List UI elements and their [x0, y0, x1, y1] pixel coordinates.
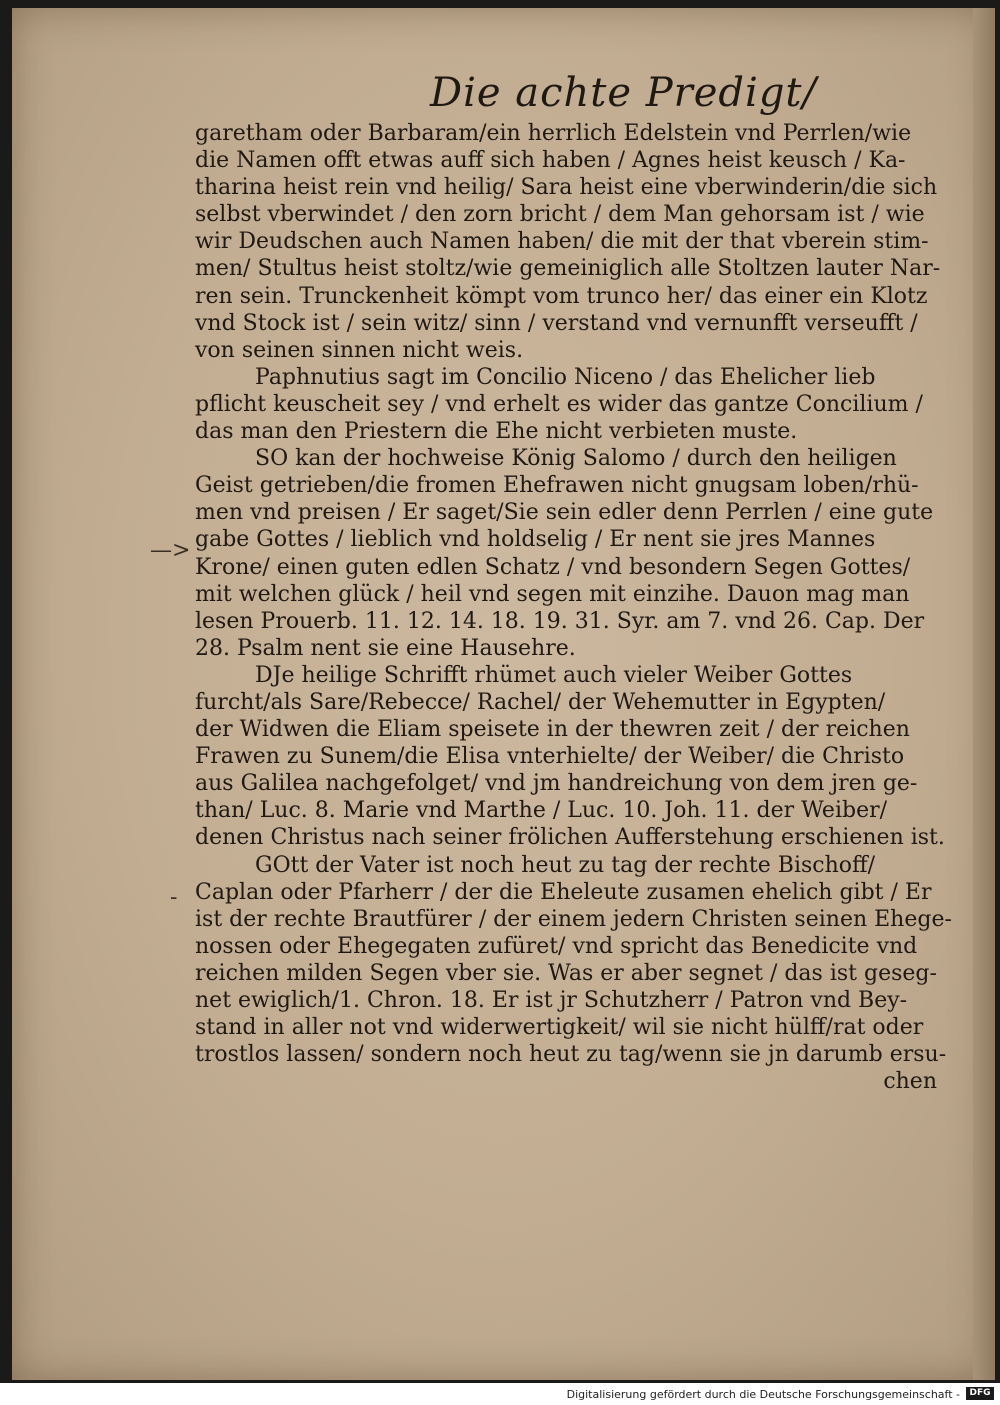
- text-line: aus Galilea nachgefolget/ vnd jm handreichung von dem jren ge-: [195, 771, 918, 797]
- catchword: chen: [883, 1069, 937, 1095]
- text-line: Krone/ einen guten edlen Schatz / vnd besondern Segen Gottes/: [195, 554, 911, 580]
- text-line: SO kan der hochweise König Salomo / durch den heiligen: [255, 446, 897, 472]
- text-line: ist der rechte Brautfürer / der einem jedern Christen seinen Ehege-: [195, 906, 952, 932]
- footer-credit: Digitalisierung gefördert durch die Deutsche Forschungsgemeinschaft -: [566, 1388, 960, 1401]
- text-line: net ewiglich/1. Chron. 18. Er ist jr Schutzherr / Patron vnd Bey-: [195, 988, 908, 1013]
- text-line: die Namen offt etwas auff sich haben / Agnes heist keusch / Ka-: [195, 148, 906, 174]
- paragraph: [195, 445, 955, 662]
- text-line: men vnd preisen / Er saget/Sie sein edler denn Perrlen / eine gute: [195, 500, 934, 526]
- page-edge: [973, 8, 995, 1380]
- text-line: selbst vberwindet / den zorn bricht / dem Man gehorsam ist / wie: [195, 202, 925, 228]
- text-line: furcht/als Sare/Rebecce/ Rachel/ der Wehemutter in Egypten/: [195, 689, 886, 715]
- text-line: von seinen sinnen nicht weis.: [195, 337, 524, 363]
- text-line: than/ Luc. 8. Marie vnd Marthe / Luc. 10. Joh. 11. der Weiber/: [195, 798, 888, 824]
- paragraph: [195, 120, 955, 364]
- dfg-logo: DFG: [966, 1387, 994, 1400]
- text-line: tharina heist rein vnd heilig/ Sara heist eine vberwinderin/die sich: [195, 175, 938, 201]
- text-line: vnd Stock ist / sein witz/ sinn / verstand vnd vernunfft verseufft /: [195, 310, 918, 336]
- text-line: trostlos lassen/ sondern noch heut zu tag/wenn sie jn darumb ersu-: [195, 1042, 947, 1068]
- running-head: Die achte Predigt/: [430, 70, 817, 116]
- paragraph: [195, 364, 955, 445]
- text-line: gabe Gottes / lieblich vnd holdselig / Er nent sie jres Mannes: [195, 527, 876, 553]
- text-line: GOtt der Vater ist noch heut zu tag der rechte Bischoff/: [255, 852, 876, 878]
- paragraph: [195, 662, 955, 852]
- text-line: das man den Priestern die Ehe nicht verbieten muste.: [195, 419, 798, 445]
- text-line: der Widwen die Eliam speisete in der thewren zeit / der reichen: [195, 717, 910, 743]
- text-line: stand in aller not vnd widerwertigkeit/ wil sie nicht hülff/rat oder: [195, 1015, 924, 1041]
- text-line: Geist getrieben/die fromen Ehefrawen nicht gnugsam loben/rhü-: [195, 473, 919, 499]
- margin-arrow-mark: —>: [150, 538, 191, 563]
- footer-bar: [0, 1383, 1000, 1405]
- text-line: garetham oder Barbaram/ein herrlich Edelstein vnd Perrlen/wie: [195, 121, 912, 146]
- text-line: ren sein. Trunckenheit kömpt vom trunco her/ das einer ein Klotz: [195, 283, 928, 309]
- body-text: [195, 120, 955, 1095]
- text-line: denen Christus nach seiner frölichen Aufferstehung erschienen ist.: [195, 825, 945, 851]
- text-line: reichen milden Segen vber sie. Was er aber segnet / das ist geseg-: [195, 960, 937, 986]
- text-line: DJe heilige Schrifft rhümet auch vieler Weiber Gottes: [255, 662, 853, 688]
- text-line: Paphnutius sagt im Concilio Niceno / das Ehelicher lieb: [255, 364, 876, 390]
- paragraph: [195, 852, 955, 1069]
- text-line: Frawen zu Sunem/die Elisa vnterhielte/ der Weiber/ die Christo: [195, 744, 905, 770]
- text-line: men/ Stultus heist stoltz/wie gemeiniglich alle Stoltzen lauter Nar-: [195, 256, 941, 282]
- text-line: pflicht keuscheit sey / vnd erhelt es wider das gantze Concilium /: [195, 391, 923, 417]
- text-line: lesen Prouerb. 11. 12. 14. 18. 19. 31. Syr. am 7. vnd 26. Cap. Der: [195, 608, 925, 634]
- text-line: 28. Psalm nent sie eine Hausehre.: [195, 635, 576, 661]
- text-line: nossen oder Ehegegaten zufüret/ vnd spricht das Benedicite vnd: [195, 933, 918, 959]
- text-line: wir Deudschen auch Namen haben/ die mit der that vberein stim-: [195, 229, 929, 255]
- text-line: mit welchen glück / heil vnd segen mit einzihe. Dauon mag man: [195, 581, 910, 607]
- margin-dash-mark: -: [170, 885, 178, 910]
- text-line: Caplan oder Pfarherr / der die Eheleute zusamen ehelich gibt / Er: [195, 879, 932, 905]
